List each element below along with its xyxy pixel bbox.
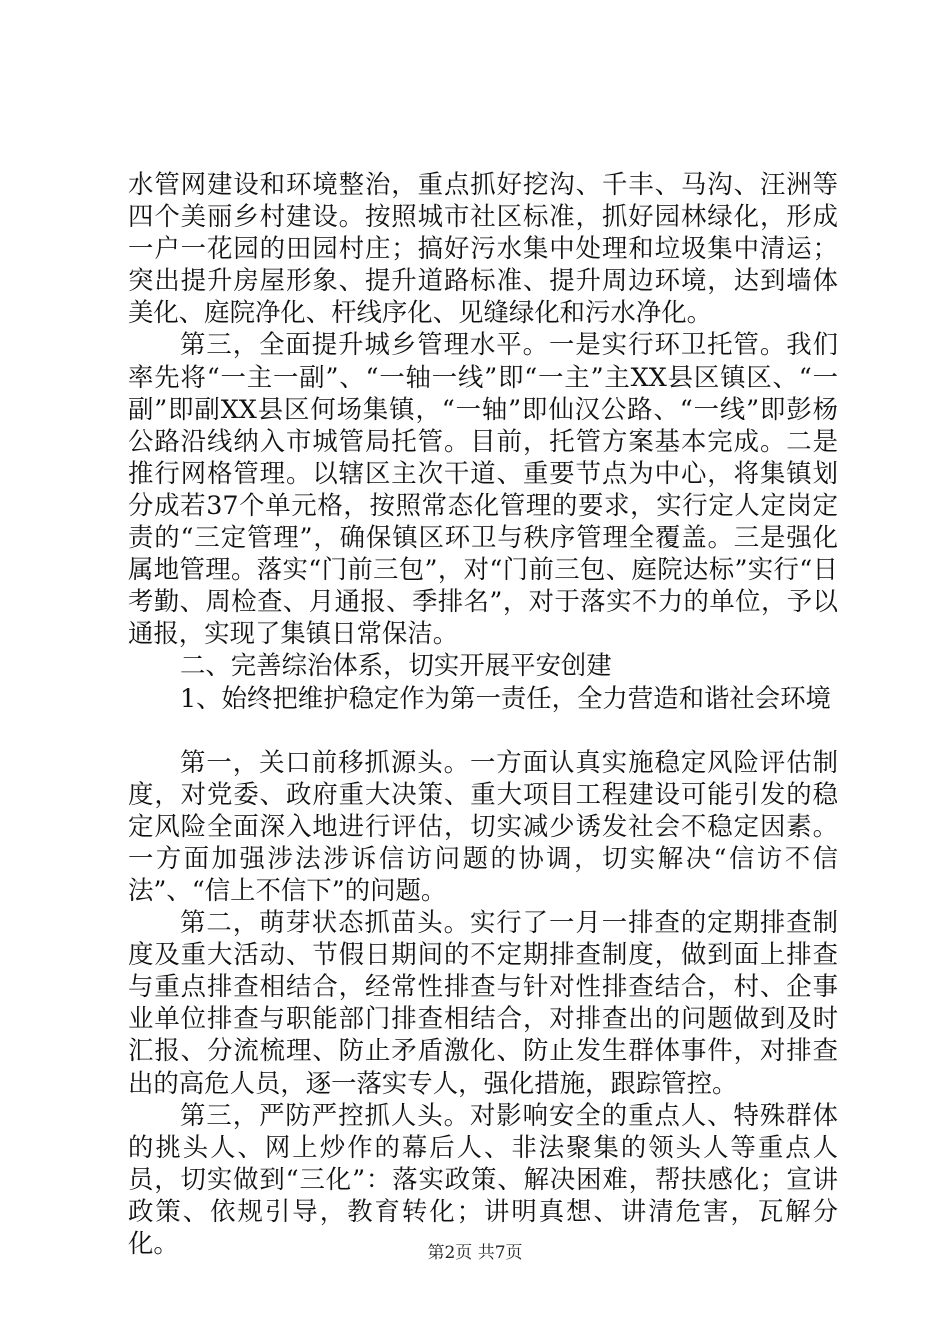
paragraph-source-control: 第一，关口前移抓源头。一方面认真实施稳定风险评估制度，对党委、政府重大决策、重大项目工程建设可能引发的稳定风险全面深入地进行评估，切实减少诱发社会不稳定因素。一方面加强涉法涉诉信访问题的协调，切实解决“信访不信法”、“信上不信下”的问题。 xyxy=(128,746,838,905)
paragraph-early-warning: 第二，萌芽状态抓苗头。实行了一月一排查的定期排查制度及重大活动、节假日期间的不定期排查制度，做到面上排查与重点排查相结合，经常性排查与针对性排查结合，村、企事业单位排查与职能部门排查相结合，对排查出的问题做到及时汇报、分流梳理、防止矛盾激化、防止发生群体事件，对排查出的高危人员，逐一落实专人，强化措施，跟踪管控。 xyxy=(128,907,838,1098)
page-number-footer: 第2页 共7页 xyxy=(427,1243,523,1263)
subsection-heading-1: 1、始终把维护稳定作为第一责任，全力营造和谐社会环境 xyxy=(180,682,831,713)
document-body xyxy=(128,168,838,1259)
paragraph-urban-management: 第三，全面提升城乡管理水平。一是实行环卫托管。我们率先将“一主一副”、“一轴一线”即“一主”主XX县区镇区、“一副”即副XX县区何场集镇，“一轴”即仙汉公路、“一线”即彭杨公路沿线纳入市城管局托管。目前，托管方案基本完成。二是推行网格管理。以辖区主次干道、重要节点为中心，将集镇划分成若37个单元格，按照常态化管理的要求，实行定人定岗定责的“三定管理”，确保镇区环卫与秩序管理全覆盖。三是强化属地管理。落实“门前三包”，对“门前三包、庭院达标”实行“日考勤、周检查、月通报、季排名”，对于落实不力的单位，予以通报，实现了集镇日常保洁。 xyxy=(128,329,838,649)
section-heading-2: 二、完善综治体系，切实开展平安创建 xyxy=(180,650,612,681)
paragraph-key-persons: 第三，严防严控抓人头。对影响安全的重点人、特殊群体的挑头人、网上炒作的幕后人、非法聚集的领头人等重点人员，切实做到“三化”：落实政策、解决困难，帮扶感化；宣讲政策、依规引导，教育转化；讲明真想、讲清危害，瓦解分化。 xyxy=(128,1099,838,1258)
paragraph-village-construction: 水管网建设和环境整治，重点抓好挖沟、千丰、马沟、汪洲等四个美丽乡村建设。按照城市社区标准，抓好园林绿化，形成一户一花园的田园村庄；搞好污水集中处理和垃圾集中清运；突出提升房屋形象、提升道路标准、提升周边环境，达到墙体美化、庭院净化、杆线序化、见缝绿化和污水净化。 xyxy=(128,169,838,328)
blank-line xyxy=(128,714,838,746)
